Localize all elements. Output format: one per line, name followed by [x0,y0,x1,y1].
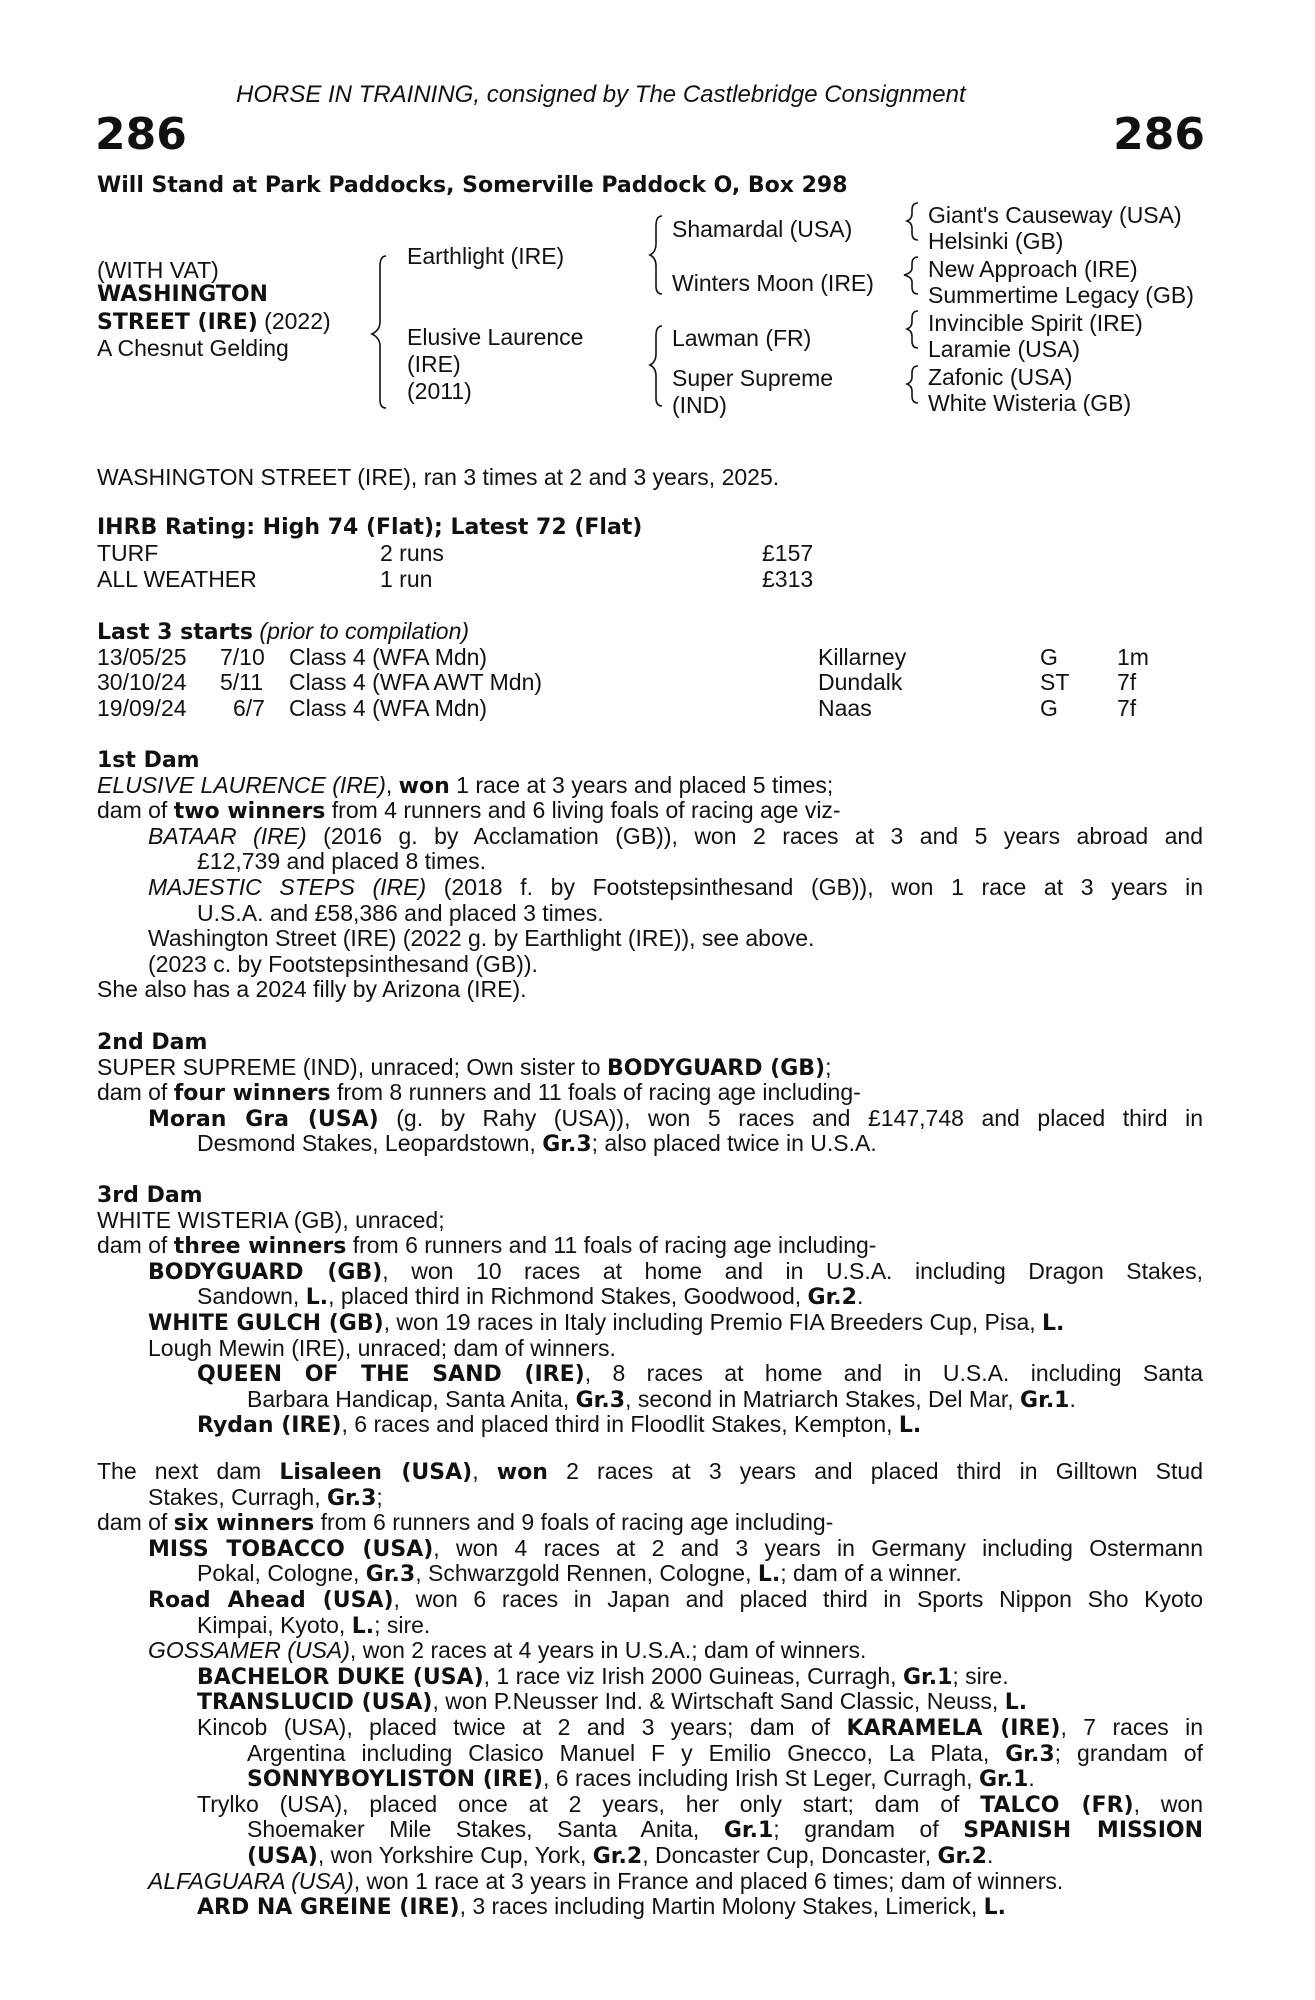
next-dam-line: Trylko (USA), placed once at 2 years, her only start; dam of TALCO (FR), won [197,1790,1203,1818]
rating-row-aw-earnings: £313 [762,566,814,592]
horse-description: A Chesnut Gelding [97,335,289,361]
first-dam-line: £12,739 and placed 8 times. [197,848,486,875]
start-row-2-pos: 5/11 [220,669,264,695]
vat-note: (WITH VAT) [97,257,219,283]
pedigree-ddd: White Wisteria (GB) [928,390,1132,416]
next-dam-line: GOSSAMER (USA), won 2 races at 4 years in U.S.A.; dam of winners. [148,1637,867,1664]
rating-row-turf-surface: TURF [97,540,159,566]
stand-location: Will Stand at Park Paddocks, Somerville Paddock O, Box 298 [97,173,848,198]
start-row-2-going: ST [1040,669,1070,695]
pedigree-dam-line3: (2011) [407,378,472,404]
next-dam-line: Kincob (USA), placed twice at 2 and 3 years; dam of KARAMELA (IRE), 7 races in [197,1713,1203,1741]
third-dam-line: BODYGUARD (GB), won 10 races at home and in U.S.A. including Dragon Stakes, [148,1257,1203,1285]
pedigree-dam-line2: (IRE) [407,351,461,377]
third-dam-line: dam of three winners from 6 runners and 11 foals of racing age including- [97,1232,877,1260]
lot-number-left: 286 [95,109,187,160]
start-row-3-dist: 7f [1117,695,1137,721]
second-dam-line: Moran Gra (USA) (g. by Rahy (USA)), won 5 races and £147,748 and placed third in [148,1104,1204,1132]
start-row-2-race: Class 4 (WFA AWT Mdn) [289,669,543,695]
next-dam-line: Pokal, Cologne, Gr.3, Schwarzgold Rennen, Cologne, L.; dam of a winner. [197,1560,962,1588]
pedigree-sss: Giant's Causeway (USA) [928,202,1182,228]
rating-row-turf-earnings: £157 [762,540,814,566]
next-dam-line: MISS TOBACCO (USA), won 4 races at 2 and 3 years in Germany including Ostermann [148,1534,1203,1562]
start-row-3-course: Naas [818,695,872,721]
pedigree-dam-line1: Elusive Laurence [407,324,584,350]
start-row-2-course: Dundalk [818,669,903,695]
start-row-1-course: Killarney [818,644,907,670]
next-dam-line: Kimpai, Kyoto, L.; sire. [197,1611,431,1639]
third-dam-line: Lough Mewin (IRE), unraced; dam of winners. [148,1334,616,1361]
first-dam-section [97,746,1203,1002]
pedigree-dam-sire: Lawman (FR) [672,325,812,351]
start-row-3-pos: 6/7 [233,695,265,721]
start-row-3-going: G [1040,695,1058,721]
second-dam-section [97,1028,1203,1156]
third-dam-line: Rydan (IRE), 6 races and placed third in Floodlit Stakes, Kempton, L. [197,1411,922,1439]
first-dam-line: She also has a 2024 filly by Arizona (IRE). [97,976,527,1003]
first-dam-line: U.S.A. and £58,386 and placed 3 times. [197,899,604,926]
next-dam-line: Stakes, Curragh, Gr.3; [148,1483,383,1511]
first-dam-line: ELUSIVE LAURENCE (IRE), won 1 race at 3 years and placed 5 times; [97,771,834,799]
pedigree-dam-dam-line2: (IND) [672,392,727,418]
second-dam-line: SUPER SUPREME (IND), unraced; Own sister to BODYGUARD (GB); [97,1053,832,1081]
first-dam-line: Washington Street (IRE) (2022 g. by Earthlight (IRE)), see above. [148,925,815,952]
next-dam-line: SONNYBOYLISTON (IRE), 6 races including Irish St Leger, Curragh, Gr.1. [247,1765,1035,1793]
third-dam-line: WHITE GULCH (GB), won 19 races in Italy including Premio FIA Breeders Cup, Pisa, L. [148,1308,1065,1336]
start-row-1-going: G [1040,644,1058,670]
next-dam-line: ALFAGUARA (USA), won 1 race at 3 years in France and placed 6 times; dam of winners. [148,1867,1064,1894]
third-dam-section [97,1181,1203,1437]
pedigree-ssd: Helsinki (GB) [928,228,1064,254]
pedigree-sire: Earthlight (IRE) [407,243,565,269]
next-dam-section [97,1458,1203,1919]
next-dam-line: BACHELOR DUKE (USA), 1 race viz Irish 2000 Guineas, Curragh, Gr.1; sire. [197,1662,1009,1690]
first-dam-line: (2023 c. by Footstepsinthesand (GB)). [148,950,538,977]
start-row-2-date: 30/10/24 [97,669,187,695]
second-dam-heading: 2nd Dam [97,1030,208,1055]
start-row-3-race: Class 4 (WFA Mdn) [289,695,488,721]
horse-name-line2: STREET (IRE) (2022) [97,308,331,335]
pedigree-dss: Invincible Spirit (IRE) [928,310,1143,336]
rating-row-turf-runs: 2 runs [380,540,444,566]
pedigree-dds: Zafonic (USA) [928,364,1073,390]
third-dam-line: QUEEN OF THE SAND (IRE), 8 races at home and in U.S.A. including Santa [197,1360,1204,1388]
start-row-1-pos: 7/10 [220,644,265,670]
next-dam-line: Argentina including Clasico Manuel F y Emilio Gnecco, La Plata, Gr.3; grandam of [247,1739,1203,1767]
next-dam-line: dam of six winners from 6 runners and 9 foals of racing age including- [97,1509,834,1537]
rating-row-aw-surface: ALL WEATHER [97,566,257,592]
starts-heading: Last 3 starts (prior to compilation) [97,618,470,645]
third-dam-line: Sandown, L., placed third in Richmond Stakes, Goodwood, Gr.2. [197,1283,864,1311]
first-dam-line: MAJESTIC STEPS (IRE) (2018 f. by Footstepsinthesand (GB)), won 1 race at 3 years in [148,873,1203,900]
pedigree-sire-dam: Winters Moon (IRE) [672,270,874,296]
rating-heading: IHRB Rating: High 74 (Flat); Latest 72 (Flat) [97,515,643,540]
sale-title: HORSE IN TRAINING, consigned by The Castlebridge Consignment [236,81,966,108]
pedigree-sire-sire: Shamardal (USA) [672,216,853,242]
horse-name-line1: WASHINGTON [97,282,268,307]
next-dam-line: Shoemaker Mile Stakes, Santa Anita, Gr.1; grandam of SPANISH MISSION [247,1816,1204,1844]
start-row-1-date: 13/05/25 [97,644,187,670]
first-dam-line: dam of two winners from 4 runners and 6 living foals of racing age viz- [97,797,841,825]
next-dam-line: TRANSLUCID (USA), won P.Neusser Ind. & Wirtschaft Sand Classic, Neuss, L. [197,1688,1028,1716]
rating-row-aw-runs: 1 run [380,566,433,592]
race-summary: WASHINGTON STREET (IRE), ran 3 times at 2 and 3 years, 2025. [97,464,780,490]
first-dam-line: BATAAR (IRE) (2016 g. by Acclamation (GB)), won 2 races at 3 and 5 years abroad and [148,822,1203,849]
start-row-3-date: 19/09/24 [97,695,187,721]
third-dam-line: Barbara Handicap, Santa Anita, Gr.3, second in Matriarch Stakes, Del Mar, Gr.1. [247,1385,1076,1413]
next-dam-line: Road Ahead (USA), won 6 races in Japan and placed third in Sports Nippon Sho Kyoto [148,1585,1203,1613]
start-row-1-dist: 1m [1117,644,1149,670]
pedigree-dsd: Laramie (USA) [928,336,1081,362]
pedigree-sds: New Approach (IRE) [928,256,1138,282]
start-row-1-race: Class 4 (WFA Mdn) [289,644,488,670]
start-row-2-dist: 7f [1117,669,1137,695]
next-dam-line: ARD NA GREINE (IRE), 3 races including Martin Molony Stakes, Limerick, L. [197,1893,1007,1921]
next-dam-line: The next dam Lisaleen (USA), won 2 races at 3 years and placed third in Gilltown Stud [97,1458,1203,1485]
third-dam-line: WHITE WISTERIA (GB), unraced; [97,1206,445,1233]
pedigree-sdd: Summertime Legacy (GB) [928,282,1194,308]
third-dam-heading: 3rd Dam [97,1183,203,1208]
pedigree-dam-dam-line1: Super Supreme [672,365,834,391]
lot-number-right: 286 [1113,109,1205,160]
second-dam-line: dam of four winners from 8 runners and 11 foals of racing age including- [97,1079,861,1107]
next-dam-line: (USA), won Yorkshire Cup, York, Gr.2, Doncaster Cup, Doncaster, Gr.2. [247,1841,994,1869]
first-dam-heading: 1st Dam [97,748,200,773]
second-dam-line: Desmond Stakes, Leopardstown, Gr.3; also placed twice in U.S.A. [197,1130,877,1158]
